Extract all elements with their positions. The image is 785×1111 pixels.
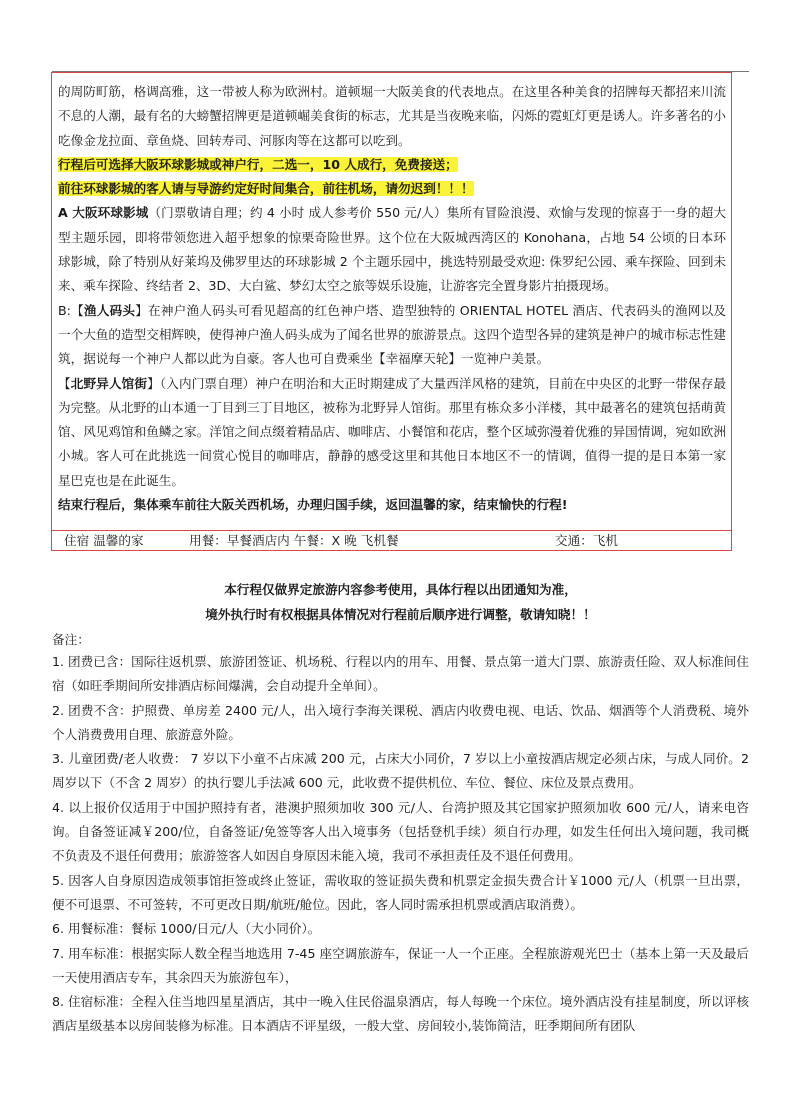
option-a-paragraph (58, 201, 726, 298)
kitano-paragraph: 【北野异人馆街】（入内门票自理）神户在明治和大正时期建成了大量西洋风格的建筑，目前在中央区的北野一带保存最为完整。从北野的山本通一丁目到三丁目地区，被称为北野异人馆街。那里有栋众多小洋楼，其中最著名的建筑包括萌黄馆、风见鸡馆和鱼鳞之家。洋馆之间点缀着精品店、咖啡店、小餐馆和花店，整个区域弥漫着优雅的异国情调，宛如欧洲小城。客人可在此挑选一间赏心悦目的咖啡店，静静的感受这里和其他日本地区不一的情调，值得一提的是日本第一家 星巴克也是在此诞生。 (58, 375, 727, 488)
option-highlight-2: 前往环球影城的客人请与导游约定好时间集合，前往机场，请勿迟到！！！ (58, 181, 474, 197)
meals-info: 用餐：早餐酒店内 午餐：X 晚 飞机餐 (189, 533, 399, 548)
option-b-label: 渔人码头 (83, 302, 136, 318)
remarks-title: 备注： (52, 632, 90, 647)
notice-line-2: 境外执行时有权根据具体情况对行程前后顺序进行调整，敬请知晓！！ (205, 607, 596, 622)
closing-line: 结束行程后，集体乘车前往大阪关西机场，办理归国手续，返回温馨的家，结束愉快的行程! (58, 497, 568, 513)
remarks-list (52, 650, 749, 1039)
option-a-label: A 大阪环球影城 (58, 205, 149, 221)
notice-line-1: 本行程仅做界定旅游内容参考使用，具体行程以出团通知为准， (224, 582, 577, 597)
osaka-description: 的周防町筋，格调高雅，这一带被人称为欧洲村。道顿堀一大阪美食的代表地点。在这里各种美食的招牌每天都招来川流不息的人潮，最有名的大螃蟹招牌更是道顿崛美食街的标志，尤其是当夜晚来临，闪烁的霓虹灯更是诱人。许多著名的小吃像金龙拉面、章鱼烧、回转寿司、河豚肉等在这都可以吃到。 (58, 84, 726, 148)
remark-item: 2. 团费不含：护照费、单房差 2400 元/人，出入境行李海关课税、酒店内收费电视、电话、饮品、烟酒等个人消费税、境外个人消费费用自理、旅游意外险。 (52, 702, 749, 742)
option-b-text: 】在神户渔人码头可看见超高的红色神户塔、造型独特的 ORIENTAL HOTEL 酒店、代表码头的渔网以及一个大鱼的造型交相辉映，使得神户渔人码头成为了闻名世界的旅游景点。这四个造型各异的建筑是神户的城市标志性建筑，据说每一个神户人都以此为自豪。客人也可自费乘坐【幸福摩天轮】一览神户美景。 (58, 302, 726, 367)
remark-item: 4. 以上报价仅适用于中国护照持有者，港澳护照须加收 300 元/人、台湾护照及其它国家护照须加收 600 元/人，请来电咨询。自备签证减￥200/位，自备签证/免签等客人出入境事务（包括登机手续）须自行办理，如发生任何出入境问题，我司概不负责及不退任何费用；旅游签客人如因自身原因未能入境，我司不承担责任及不退任何费用。 (52, 799, 749, 864)
stay-info: 住宿 温馨的家 (64, 533, 144, 548)
option-b-paragraph: B:【渔人码头】在神户渔人码头可看见超高的红色神户塔、造型独特的 ORIENTAL HOTEL 酒店、代表码头的渔网以及一个大鱼的造型交相辉映，使得神户渔人码头成为了闻名世界的旅游景点。这四个造型各异的建筑是神户的城市标志性建筑，据说每一个神户人都以此为自豪。客人也可自费乘坐【幸福摩天轮】一览神户美景。 (58, 302, 726, 367)
remark-item: 3. 儿童团费/老人收费： 7 岁以下小童不占床减 200 元，占床大小同价，7 岁以上小童按酒店规定必须占床，与成人同价。2 周岁以下（不含 2 周岁）的执行婴儿手法减 600 元，此收费不提供机位、车位、餐位、床位及景点费用。 (52, 751, 749, 791)
remark-item: 1. 团费已含：国际往返机票、旅游团签证、机场税、行程以内的用车、用餐、景点第一道大门票、旅游责任险、双人标准间住宿（如旺季期间所安排酒店标间爆满，会自动提升全单间）。 (52, 654, 749, 694)
remark-item: 6. 用餐标准：餐标 1000/日元/人（大小同价）。 (52, 921, 321, 937)
option-highlight-1: 行程后可选择大阪环球影城或神户行，二选一，10 人成行，免费接送； (58, 156, 458, 172)
kitano-label: 北野异人馆街 (70, 375, 148, 391)
day-summary-row (52, 531, 731, 551)
itinerary-box (51, 72, 732, 551)
remark-item: 8. 住宿标准：全程入住当地四星星酒店，其中一晚入住民俗温泉酒店，每人每晚一个床位。境外酒店没有挂星制度，所以评核酒店星级基本以房间装修为标准。日本酒店不评星级，一般大堂、房间较小,装饰简洁，旺季期间所有团队 (52, 994, 749, 1034)
kitano-text: 】（入内门票自理）神户在明治和大正时期建成了大量西洋风格的建筑，目前在中央区的北野一带保存最为完整。从北野的山本通一丁目到三丁目地区，被称为北野异人馆街。那里有栋众多小洋楼，其中最著名的建筑包括萌黄馆、风见鸡馆和鱼鳞之家。洋馆之间点缀着精品店、咖啡店、小餐馆和花店，整个区域弥漫着优雅的异国情调，宛如欧洲小城。客人可在此挑选一间赏心悦目的咖啡店，静静的感受这里和其他日本地区不一的情调，值得一提的是日本第一家 星巴克也是在此诞生。 (58, 375, 727, 488)
remark-item: 7. 用车标准：根据实际人数全程当地选用 7-45 座空调旅游车，保证一人一个正座。全程旅游观光巴士（基本上第一天及最后一天使用酒店专车，其余四天为旅游包车）， (52, 945, 749, 985)
remark-item: 5. 因客人自身原因造成领事馆拒签或终止签证，需收取的签证损失费和机票定金损失费合计￥1000 元/人（机票一旦出票，便不可退票、不可签转，不可更改日期/航班/舱位。因此，客人同时需承担机票或酒店取消费）。 (52, 872, 749, 912)
itinerary-text (58, 80, 726, 517)
transport-info: 交通：飞机 (555, 533, 618, 548)
option-a-text: （门票敬请自理；约 4 小时 成人参考价 550 元/人）集所有冒险浪漫、欢愉与发现的惊喜于一身的超大型主题乐园，即将带领您进入超乎想象的惊栗奇险世界。这个位在大阪城西湾区的 Konohana，占地 54 公顷的日本环球影城，除了特别从好莱坞及佛罗里达的环球影城 2 个主题乐园中，挑选特别最受欢迎: 侏罗纪公园、乘车探险、回到未来、乘车探险、终结者 2、3D、大白鲨、梦幻太空之旅等娱乐设施，让游客完全置身影片拍摄现场。 (58, 205, 727, 294)
